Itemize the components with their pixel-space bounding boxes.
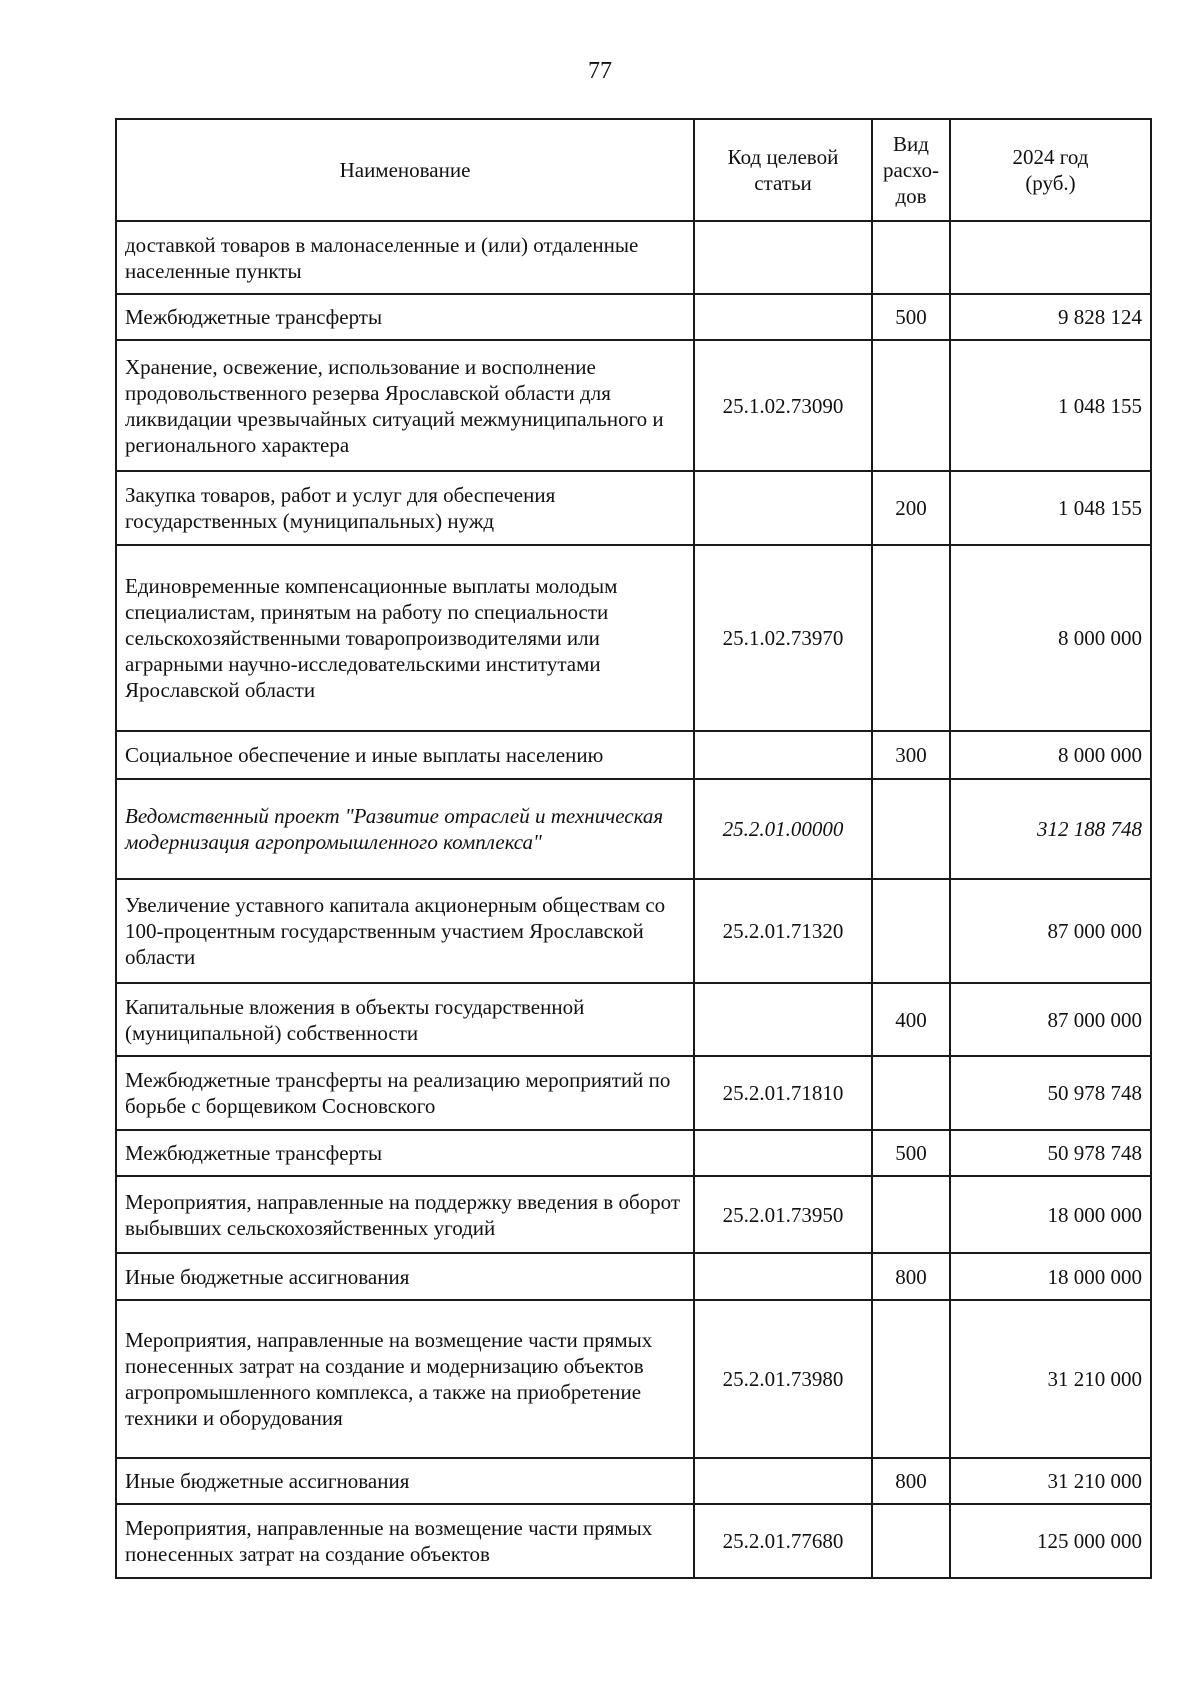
row-name: доставкой товаров в малонаселенные и (или) отдаленные населенные пункты [116,221,694,294]
row-code: 25.2.01.71810 [694,1056,872,1130]
row-kind: 500 [872,294,950,340]
row-sum: 50 978 748 [950,1130,1151,1176]
table-header-row [116,119,1151,221]
budget-table [115,118,1152,1579]
row-name: Хранение, освежение, использование и восполнение продовольственного резерва Ярославской области для ликвидации чрезвычайных ситуаций межмуниципального и регионального характера [116,340,694,471]
row-kind: 500 [872,1130,950,1176]
table-row [116,1504,1151,1578]
table-row [116,983,1151,1056]
row-kind: 200 [872,471,950,545]
table-row [116,545,1151,731]
row-name: Ведомственный проект "Развитие отраслей и техническая модернизация агропромышленного комплекса" [116,779,694,879]
table-row [116,1300,1151,1458]
row-sum: 8 000 000 [950,731,1151,779]
row-kind [872,545,950,731]
row-name: Мероприятия, направленные на возмещение части прямых понесенных затрат на создание и модернизацию объектов агропромышленного комплекса, а также на приобретение техники и оборудования [116,1300,694,1458]
row-name: Социальное обеспечение и иные выплаты населению [116,731,694,779]
row-code [694,1458,872,1504]
row-sum: 312 188 748 [950,779,1151,879]
row-kind: 800 [872,1253,950,1300]
table-row [116,779,1151,879]
row-sum: 31 210 000 [950,1458,1151,1504]
row-code [694,983,872,1056]
page-number: 77 [588,58,612,84]
row-name: Межбюджетные трансферты [116,1130,694,1176]
row-sum: 8 000 000 [950,545,1151,731]
row-name: Мероприятия, направленные на поддержку введения в оборот выбывших сельскохозяйственных угодий [116,1176,694,1253]
row-name: Увеличение уставного капитала акционерным обществам со 100-процентным государственным участием Ярославской области [116,879,694,983]
row-code: 25.2.01.77680 [694,1504,872,1578]
row-name: Закупка товаров, работ и услуг для обеспечения государственных (муниципальных) нужд [116,471,694,545]
row-sum: 50 978 748 [950,1056,1151,1130]
row-code: 25.1.02.73090 [694,340,872,471]
row-name: Иные бюджетные ассигнования [116,1253,694,1300]
row-kind: 800 [872,1458,950,1504]
row-sum: 1 048 155 [950,471,1151,545]
header-name: Наименование [116,119,694,221]
row-sum: 31 210 000 [950,1300,1151,1458]
table-row [116,1176,1151,1253]
row-code: 25.2.01.73980 [694,1300,872,1458]
row-sum: 87 000 000 [950,983,1151,1056]
table-row [116,221,1151,294]
row-kind [872,1300,950,1458]
row-sum [950,221,1151,294]
row-kind [872,340,950,471]
row-kind: 300 [872,731,950,779]
row-code: 25.2.01.71320 [694,879,872,983]
table-row [116,1458,1151,1504]
header-kind: Вид расхо- дов [872,119,950,221]
row-code: 25.1.02.73970 [694,545,872,731]
row-kind [872,221,950,294]
row-code [694,221,872,294]
table-row [116,294,1151,340]
row-kind [872,879,950,983]
row-code [694,1130,872,1176]
row-sum: 18 000 000 [950,1176,1151,1253]
row-kind [872,779,950,879]
row-code: 25.2.01.00000 [694,779,872,879]
table-row [116,731,1151,779]
row-sum: 18 000 000 [950,1253,1151,1300]
row-name: Межбюджетные трансферты на реализацию мероприятий по борьбе с борщевиком Сосновского [116,1056,694,1130]
row-name: Капитальные вложения в объекты государственной (муниципальной) собственности [116,983,694,1056]
table-row [116,471,1151,545]
table-row [116,879,1151,983]
header-code: Код целевой статьи [694,119,872,221]
row-code: 25.2.01.73950 [694,1176,872,1253]
row-code [694,294,872,340]
row-sum: 1 048 155 [950,340,1151,471]
row-name: Межбюджетные трансферты [116,294,694,340]
row-kind: 400 [872,983,950,1056]
row-code [694,1253,872,1300]
row-sum: 125 000 000 [950,1504,1151,1578]
table-row [116,1056,1151,1130]
table-row [116,1253,1151,1300]
row-code [694,471,872,545]
row-kind [872,1504,950,1578]
row-kind [872,1056,950,1130]
header-sum: 2024 год (руб.) [950,119,1151,221]
row-kind [872,1176,950,1253]
row-code [694,731,872,779]
row-name: Единовременные компенсационные выплаты молодым специалистам, принятым на работу по специальности сельскохозяйственными товаропроизводителями или аграрными научно-исследовательскими институтами Ярославской области [116,545,694,731]
table-row [116,1130,1151,1176]
row-sum: 87 000 000 [950,879,1151,983]
table-row [116,340,1151,471]
row-name: Мероприятия, направленные на возмещение части прямых понесенных затрат на создание объектов [116,1504,694,1578]
row-name: Иные бюджетные ассигнования [116,1458,694,1504]
row-sum: 9 828 124 [950,294,1151,340]
